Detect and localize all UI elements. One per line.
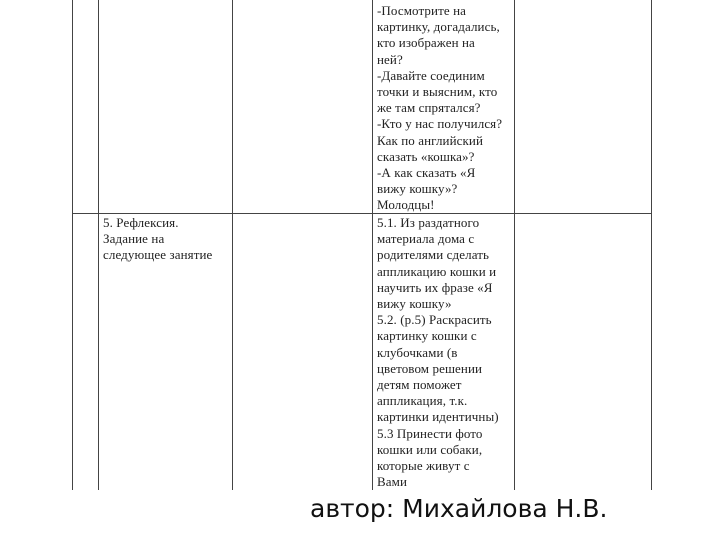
column-border <box>72 0 73 490</box>
column-border <box>651 0 652 490</box>
row1-activity-text: -Посмотрите на картинку, догадались, кто изображен на ней? -Давайте соединим точки и выясним, кто же там спрятался? -Кто у нас получился? Как по английский сказать «кошка»? -А как сказать «Я вижу кошку»? Молодцы! <box>377 3 503 213</box>
column-border <box>372 0 373 490</box>
row2-activity-text: 5.1. Из раздатного материала дома с родителями сделать аппликацию кошки и научить их фразе «Я вижу кошку» 5.2. (р.5) Раскрасить картинку кошки с клубочками (в цветовом решении детям поможет аппликация, т.к. картинки идентичны) 5.3 Принести фото кошки или собаки, которые живут с Вами <box>377 215 499 490</box>
row-border <box>72 213 652 214</box>
column-border <box>98 0 99 490</box>
author-caption: автор: Михайлова Н.В. <box>310 494 608 523</box>
column-border <box>232 0 233 490</box>
column-border <box>514 0 515 490</box>
row2-stage-text: 5. Рефлексия. Задание на следующее занятие <box>103 215 213 263</box>
